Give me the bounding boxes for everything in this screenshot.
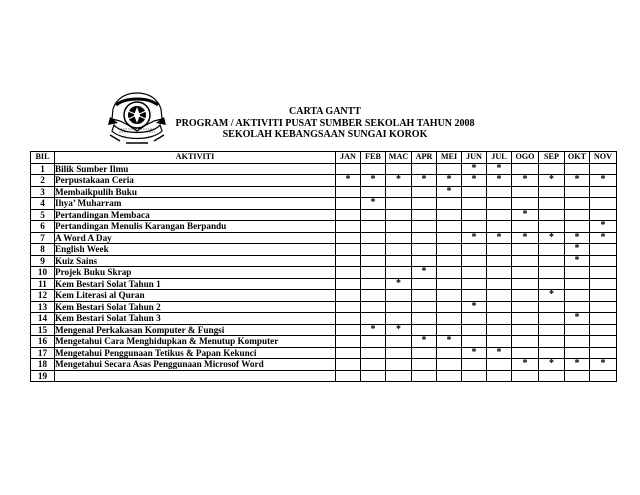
schedule-cell <box>462 267 487 279</box>
schedule-cell <box>462 313 487 325</box>
schedule-mark: * <box>336 175 361 187</box>
schedule-cell <box>539 163 565 175</box>
schedule-mark: * <box>361 324 386 336</box>
schedule-cell <box>512 255 539 267</box>
schedule-cell <box>386 163 412 175</box>
gantt-table <box>30 151 617 382</box>
schedule-cell <box>487 359 512 371</box>
schedule-mark: * <box>437 175 462 187</box>
schedule-cell <box>512 336 539 348</box>
schedule-cell <box>361 163 386 175</box>
schedule-cell <box>386 301 412 313</box>
schedule-mark: * <box>565 232 590 244</box>
schedule-cell <box>361 244 386 256</box>
row-number: 15 <box>31 324 55 336</box>
table-row <box>31 232 617 244</box>
schedule-cell <box>386 232 412 244</box>
schedule-cell <box>539 313 565 325</box>
schedule-cell <box>565 186 590 198</box>
schedule-mark: * <box>539 175 565 187</box>
schedule-cell <box>437 163 462 175</box>
row-number: 19 <box>31 370 55 382</box>
column-header-month: MAC <box>386 152 412 164</box>
activity-name: Ihya’ Muharram <box>55 198 336 210</box>
schedule-cell <box>336 186 361 198</box>
schedule-mark: * <box>361 175 386 187</box>
schedule-cell <box>565 198 590 210</box>
row-number: 12 <box>31 290 55 302</box>
activity-name: Bilik Sumber Ilmu <box>55 163 336 175</box>
row-number: 9 <box>31 255 55 267</box>
schedule-cell <box>462 186 487 198</box>
table-row <box>31 324 617 336</box>
schedule-cell <box>487 198 512 210</box>
schedule-cell <box>539 198 565 210</box>
schedule-cell <box>437 278 462 290</box>
schedule-cell <box>437 359 462 371</box>
schedule-cell <box>412 244 437 256</box>
column-header-month: JUL <box>487 152 512 164</box>
schedule-cell <box>590 267 617 279</box>
schedule-cell <box>487 244 512 256</box>
schedule-cell <box>539 221 565 233</box>
schedule-mark: * <box>386 175 412 187</box>
schedule-cell <box>336 347 361 359</box>
schedule-mark: * <box>487 163 512 175</box>
schedule-mark: * <box>462 232 487 244</box>
schedule-cell <box>512 244 539 256</box>
schedule-cell <box>437 244 462 256</box>
schedule-cell <box>437 290 462 302</box>
schedule-cell <box>412 255 437 267</box>
schedule-cell <box>487 267 512 279</box>
schedule-mark: * <box>565 255 590 267</box>
schedule-cell <box>412 221 437 233</box>
schedule-cell <box>336 244 361 256</box>
activity-name: A Word A Day <box>55 232 336 244</box>
schedule-mark: * <box>512 359 539 371</box>
schedule-cell <box>336 370 361 382</box>
table-row <box>31 336 617 348</box>
schedule-cell <box>386 347 412 359</box>
schedule-cell <box>590 336 617 348</box>
table-row <box>31 359 617 371</box>
column-header-month: NOV <box>590 152 617 164</box>
schedule-cell <box>590 186 617 198</box>
schedule-mark: * <box>590 175 617 187</box>
schedule-mark: * <box>487 347 512 359</box>
schedule-cell <box>539 186 565 198</box>
schedule-cell <box>462 359 487 371</box>
row-number: 14 <box>31 313 55 325</box>
schedule-cell <box>565 347 590 359</box>
schedule-cell <box>336 221 361 233</box>
schedule-cell <box>361 313 386 325</box>
schedule-cell <box>412 301 437 313</box>
activity-name: Perpustakaan Ceria <box>55 175 336 187</box>
schedule-cell <box>437 221 462 233</box>
schedule-cell <box>487 324 512 336</box>
schedule-cell <box>437 347 462 359</box>
schedule-cell <box>412 370 437 382</box>
schedule-cell <box>336 301 361 313</box>
schedule-cell <box>361 255 386 267</box>
schedule-mark: * <box>462 301 487 313</box>
schedule-cell <box>412 278 437 290</box>
header-row <box>31 152 617 164</box>
activity-name: Pertandingan Membaca <box>55 209 336 221</box>
schedule-cell <box>539 324 565 336</box>
schedule-cell <box>437 313 462 325</box>
table-row <box>31 278 617 290</box>
row-number: 10 <box>31 267 55 279</box>
schedule-cell <box>590 347 617 359</box>
column-header-month: SEP <box>539 152 565 164</box>
schedule-cell <box>590 244 617 256</box>
schedule-cell <box>590 313 617 325</box>
schedule-cell <box>336 278 361 290</box>
schedule-cell <box>462 221 487 233</box>
schedule-cell <box>361 347 386 359</box>
schedule-cell <box>512 163 539 175</box>
schedule-cell <box>336 324 361 336</box>
row-number: 7 <box>31 232 55 244</box>
gantt-body <box>31 163 617 382</box>
schedule-cell <box>336 232 361 244</box>
schedule-cell <box>361 278 386 290</box>
schedule-cell <box>336 198 361 210</box>
program-subtitle: PROGRAM / AKTIVITI PUSAT SUMBER SEKOLAH TAHUN 2008 <box>175 117 475 129</box>
schedule-cell <box>462 324 487 336</box>
document-header <box>170 106 480 141</box>
schedule-mark: * <box>512 175 539 187</box>
schedule-cell <box>386 244 412 256</box>
table-row <box>31 301 617 313</box>
activity-name: Kem Bestari Solat Tahun 1 <box>55 278 336 290</box>
schedule-cell <box>512 186 539 198</box>
activity-name: Membaikpulih Buku <box>55 186 336 198</box>
activity-name <box>55 370 336 382</box>
schedule-cell <box>462 278 487 290</box>
table-row <box>31 175 617 187</box>
schedule-cell <box>336 267 361 279</box>
schedule-cell <box>512 290 539 302</box>
activity-name: Kuiz Sains <box>55 255 336 267</box>
table-row <box>31 347 617 359</box>
schedule-cell <box>539 209 565 221</box>
row-number: 18 <box>31 359 55 371</box>
schedule-cell <box>386 336 412 348</box>
column-header-bil: BIL <box>31 152 55 164</box>
row-number: 11 <box>31 278 55 290</box>
schedule-cell <box>539 255 565 267</box>
schedule-cell <box>386 370 412 382</box>
schedule-cell <box>437 301 462 313</box>
schedule-cell <box>565 278 590 290</box>
schedule-cell <box>386 255 412 267</box>
schedule-mark: * <box>590 221 617 233</box>
schedule-cell <box>539 278 565 290</box>
schedule-mark: * <box>512 209 539 221</box>
schedule-cell <box>412 209 437 221</box>
schedule-mark: * <box>462 347 487 359</box>
schedule-cell <box>590 324 617 336</box>
schedule-cell <box>361 370 386 382</box>
row-number: 4 <box>31 198 55 210</box>
schedule-cell <box>437 370 462 382</box>
schedule-cell <box>336 359 361 371</box>
row-number: 16 <box>31 336 55 348</box>
schedule-cell <box>565 209 590 221</box>
schedule-mark: * <box>565 244 590 256</box>
schedule-mark: * <box>412 267 437 279</box>
schedule-cell <box>565 301 590 313</box>
schedule-mark: * <box>412 336 437 348</box>
activity-name: Projek Buku Skrap <box>55 267 336 279</box>
row-number: 17 <box>31 347 55 359</box>
schedule-cell <box>386 209 412 221</box>
schedule-cell <box>462 209 487 221</box>
schedule-mark: * <box>462 163 487 175</box>
schedule-cell <box>386 290 412 302</box>
row-number: 1 <box>31 163 55 175</box>
schedule-cell <box>539 370 565 382</box>
schedule-cell <box>462 198 487 210</box>
row-number: 6 <box>31 221 55 233</box>
schedule-cell <box>512 301 539 313</box>
schedule-cell <box>487 370 512 382</box>
table-row <box>31 186 617 198</box>
schedule-mark: * <box>539 290 565 302</box>
column-header-month: JAN <box>336 152 361 164</box>
table-row <box>31 370 617 382</box>
column-header-month: APR <box>412 152 437 164</box>
table-row <box>31 255 617 267</box>
schedule-mark: * <box>361 198 386 210</box>
column-header-month: FEB <box>361 152 386 164</box>
schedule-cell <box>512 198 539 210</box>
schedule-mark: * <box>590 232 617 244</box>
schedule-cell <box>487 336 512 348</box>
schedule-mark: * <box>565 359 590 371</box>
schedule-cell <box>336 255 361 267</box>
schedule-mark: * <box>462 175 487 187</box>
row-number: 2 <box>31 175 55 187</box>
table-row <box>31 198 617 210</box>
schedule-cell <box>565 221 590 233</box>
schedule-cell <box>412 186 437 198</box>
schedule-cell <box>437 324 462 336</box>
schedule-cell <box>487 186 512 198</box>
column-header-month: MEI <box>437 152 462 164</box>
schedule-cell <box>336 290 361 302</box>
schedule-mark: * <box>386 278 412 290</box>
schedule-cell <box>590 198 617 210</box>
schedule-mark: * <box>565 175 590 187</box>
row-number: 13 <box>31 301 55 313</box>
schedule-cell <box>412 324 437 336</box>
schedule-cell <box>539 336 565 348</box>
schedule-cell <box>361 186 386 198</box>
schedule-cell <box>590 370 617 382</box>
schedule-cell <box>462 370 487 382</box>
schedule-cell <box>361 301 386 313</box>
schedule-cell <box>361 359 386 371</box>
table-row <box>31 290 617 302</box>
table-row <box>31 267 617 279</box>
schedule-mark: * <box>565 313 590 325</box>
schedule-cell <box>565 324 590 336</box>
activity-name: Mengetahui Cara Menghidupkan & Menutup Komputer <box>55 336 336 348</box>
schedule-cell <box>361 267 386 279</box>
schedule-cell <box>437 255 462 267</box>
table-row <box>31 209 617 221</box>
schedule-cell <box>539 347 565 359</box>
school-crest-logo <box>106 91 168 149</box>
schedule-cell <box>512 347 539 359</box>
schedule-cell <box>336 313 361 325</box>
activity-name: Kem Bestari Solat Tahun 3 <box>55 313 336 325</box>
row-number: 5 <box>31 209 55 221</box>
schedule-cell <box>412 290 437 302</box>
schedule-cell <box>565 290 590 302</box>
activity-name: Kem Bestari Solat Tahun 2 <box>55 301 336 313</box>
schedule-cell <box>386 221 412 233</box>
schedule-cell <box>462 336 487 348</box>
schedule-mark: * <box>412 175 437 187</box>
schedule-mark: * <box>539 232 565 244</box>
schedule-cell <box>590 278 617 290</box>
activity-name: Mengenal Perkakasan Komputer & Fungsi <box>55 324 336 336</box>
schedule-cell <box>565 370 590 382</box>
schedule-cell <box>437 267 462 279</box>
schedule-cell <box>512 313 539 325</box>
schedule-cell <box>412 313 437 325</box>
column-header-activity: AKTIVITI <box>55 152 336 164</box>
schedule-cell <box>462 244 487 256</box>
schedule-cell <box>386 313 412 325</box>
activity-name: English Week <box>55 244 336 256</box>
schedule-cell <box>590 301 617 313</box>
schedule-cell <box>565 163 590 175</box>
row-number: 8 <box>31 244 55 256</box>
schedule-cell <box>437 209 462 221</box>
schedule-cell <box>412 359 437 371</box>
schedule-cell <box>336 336 361 348</box>
schedule-cell <box>412 163 437 175</box>
table-row <box>31 313 617 325</box>
schedule-cell <box>539 267 565 279</box>
activity-name: Pertandingan Menulis Karangan Berpandu <box>55 221 336 233</box>
schedule-cell <box>512 221 539 233</box>
schedule-cell <box>590 163 617 175</box>
schedule-mark: * <box>437 186 462 198</box>
schedule-cell <box>487 209 512 221</box>
schedule-cell <box>437 232 462 244</box>
schedule-cell <box>539 301 565 313</box>
schedule-cell <box>590 290 617 302</box>
schedule-cell <box>512 278 539 290</box>
schedule-cell <box>487 313 512 325</box>
schedule-mark: * <box>590 359 617 371</box>
chart-title: CARTA GANTT <box>289 106 361 117</box>
schedule-cell <box>336 209 361 221</box>
activity-name: Mengetahui Secara Asas Penggunaan Microsof Word <box>55 359 336 371</box>
schedule-cell <box>512 324 539 336</box>
schedule-mark: * <box>437 336 462 348</box>
column-header-month: JUN <box>462 152 487 164</box>
schedule-cell <box>539 244 565 256</box>
schedule-mark: * <box>386 324 412 336</box>
table-row <box>31 244 617 256</box>
schedule-cell <box>487 278 512 290</box>
schedule-mark: * <box>487 175 512 187</box>
schedule-cell <box>361 232 386 244</box>
column-header-month: OKT <box>565 152 590 164</box>
schedule-cell <box>487 301 512 313</box>
schedule-cell <box>386 359 412 371</box>
schedule-mark: * <box>487 232 512 244</box>
row-number: 3 <box>31 186 55 198</box>
schedule-cell <box>412 198 437 210</box>
schedule-cell <box>565 267 590 279</box>
schedule-cell <box>487 290 512 302</box>
schedule-cell <box>386 267 412 279</box>
schedule-cell <box>462 255 487 267</box>
schedule-cell <box>361 290 386 302</box>
schedule-cell <box>590 255 617 267</box>
schedule-cell <box>386 198 412 210</box>
schedule-cell <box>437 198 462 210</box>
schedule-cell <box>462 290 487 302</box>
schedule-mark: * <box>539 359 565 371</box>
schedule-cell <box>336 163 361 175</box>
schedule-cell <box>565 336 590 348</box>
schedule-cell <box>412 232 437 244</box>
schedule-cell <box>512 267 539 279</box>
schedule-cell <box>361 336 386 348</box>
activity-name: Mengetahui Penggunaan Tetikus & Papan Kekunci <box>55 347 336 359</box>
schedule-cell <box>487 221 512 233</box>
school-name: SEKOLAH KEBANGSAAN SUNGAI KOROK <box>222 129 428 140</box>
table-row <box>31 221 617 233</box>
schedule-cell <box>487 255 512 267</box>
schedule-cell <box>361 209 386 221</box>
schedule-cell <box>412 347 437 359</box>
table-row <box>31 163 617 175</box>
activity-name: Kem Literasi al Quran <box>55 290 336 302</box>
schedule-cell <box>512 370 539 382</box>
schedule-mark: * <box>512 232 539 244</box>
schedule-cell <box>590 209 617 221</box>
schedule-cell <box>386 186 412 198</box>
column-header-month: OGO <box>512 152 539 164</box>
schedule-cell <box>361 221 386 233</box>
